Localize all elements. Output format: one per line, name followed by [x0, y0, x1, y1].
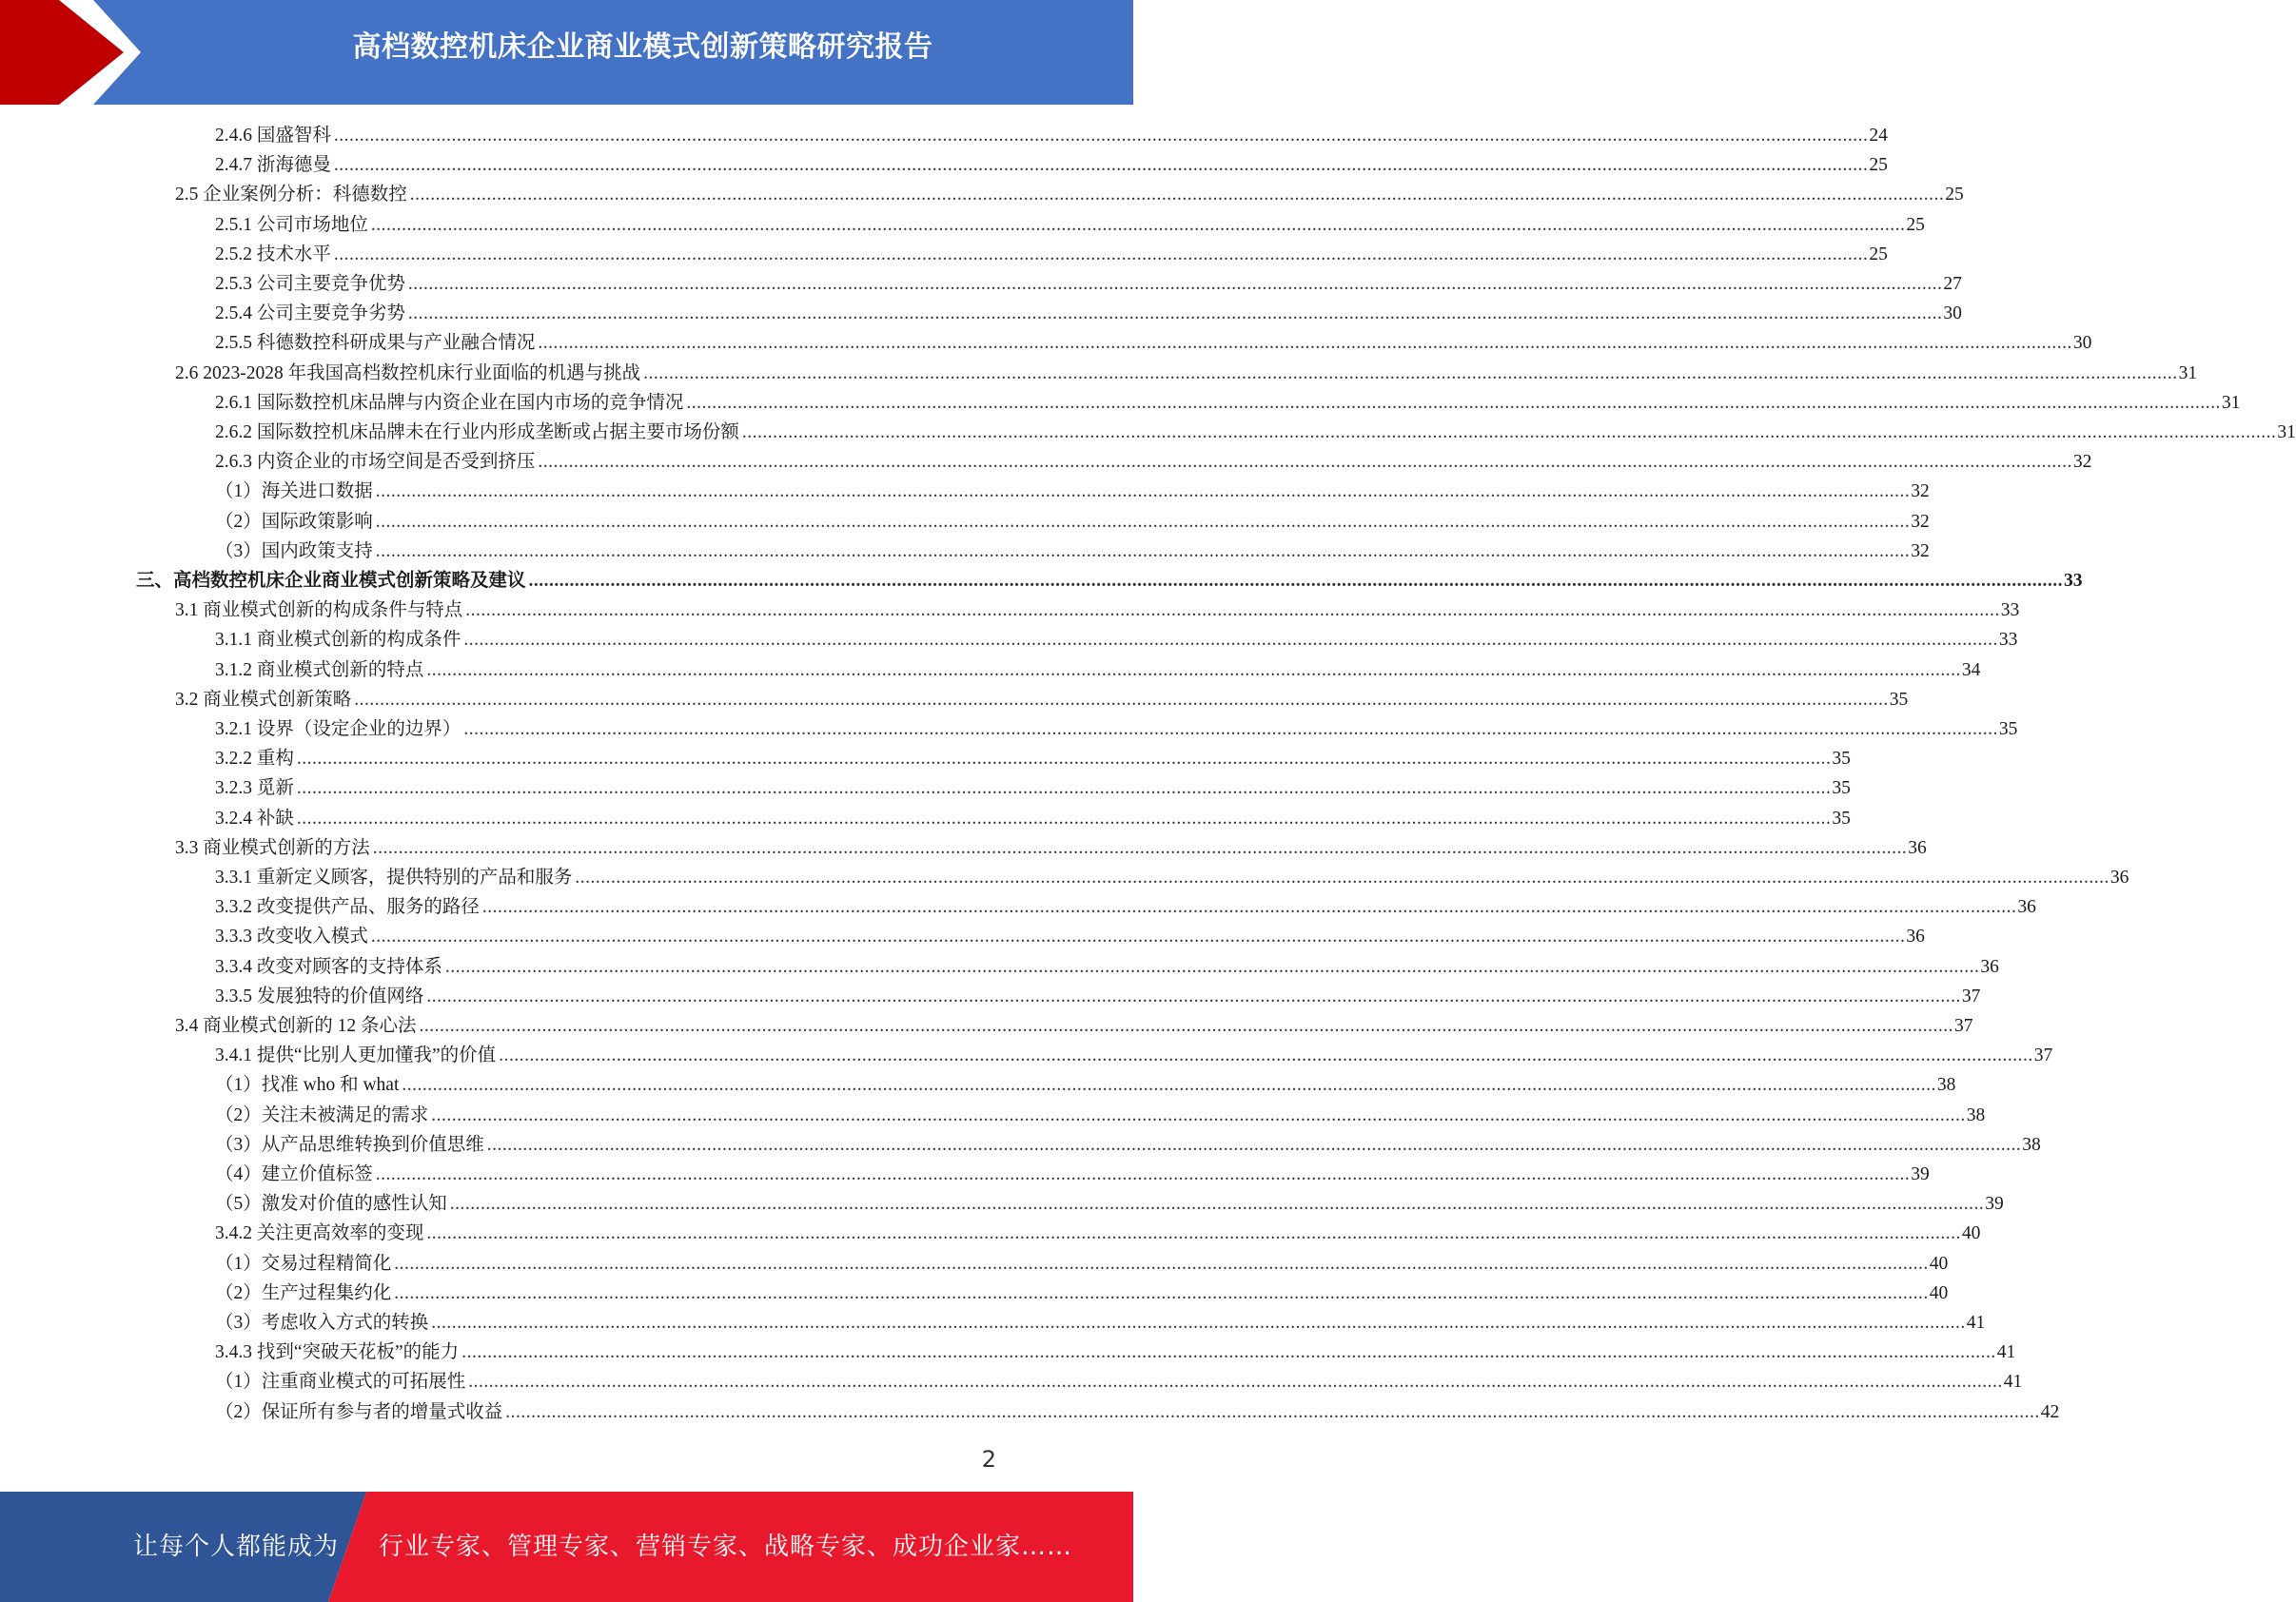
toc-entry-page: 27: [1943, 274, 1962, 294]
page-header: [0, 0, 1133, 105]
toc-entry-page: 40: [1929, 1253, 1949, 1274]
toc-entry[interactable]: [215, 1070, 1956, 1100]
toc-entry-page: 33: [1998, 630, 2018, 651]
toc-entry-label: 3.4.3 找到“突破天花板”的能力: [215, 1342, 460, 1363]
toc-leader-dots: ............................................................................................................................................................................................................................................................................................................: [296, 749, 1832, 770]
toc-entry-page: 34: [1961, 659, 1981, 680]
toc-entry[interactable]: [215, 892, 2036, 922]
toc-leader-dots: ............................................................................................................................................................................................................................................................................................................: [468, 1372, 2003, 1393]
toc-entry[interactable]: [215, 863, 2129, 892]
toc-entry-label: （2）国际政策影响: [215, 511, 373, 532]
toc-entry-page: 30: [2072, 333, 2092, 354]
toc-entry-page: 36: [2110, 868, 2129, 888]
toc-leader-dots: ............................................................................................................................................................................................................................................................................................................: [528, 571, 2064, 591]
toc-entry[interactable]: [215, 507, 1930, 537]
toc-entry[interactable]: [215, 388, 2241, 418]
toc-entry-page: 35: [1832, 808, 1851, 829]
toc-entry[interactable]: [215, 1249, 1949, 1279]
toc-leader-dots: ............................................................................................................................................................................................................................................................................................................: [575, 868, 2110, 888]
toc-entry[interactable]: [215, 299, 1962, 328]
toc-entry[interactable]: [215, 744, 1851, 773]
toc-leader-dots: ............................................................................................................................................................................................................................................................................................................: [407, 274, 1943, 294]
toc-entry-label: 2.4.7 浙海德曼: [215, 155, 331, 176]
toc-entry[interactable]: [215, 269, 1962, 299]
toc-entry-page: 31: [2277, 422, 2296, 442]
toc-entry[interactable]: [215, 537, 1930, 566]
toc-leader-dots: ............................................................................................................................................................................................................................................................................................................: [407, 303, 1943, 324]
toc-entry[interactable]: [215, 773, 1851, 803]
toc-entry-label: 2.5.5 科德数控科研成果与产业融合情况: [215, 333, 536, 354]
toc-entry-page: 25: [1906, 214, 1925, 235]
toc-leader-dots: ............................................................................................................................................................................................................................................................................................................: [538, 452, 2072, 473]
toc-entry-page: 36: [1980, 956, 1999, 977]
toc-leader-dots: ............................................................................................................................................................................................................................................................................................................: [409, 185, 1945, 205]
toc-entry-page: 32: [2072, 452, 2092, 473]
toc-entry-label: 3.4 商业模式创新的 12 条心法: [175, 1016, 417, 1036]
toc-entry-page: 41: [1966, 1313, 1986, 1333]
toc-entry[interactable]: [215, 328, 2092, 358]
toc-leader-dots: ............................................................................................................................................................................................................................................................................................................: [296, 808, 1832, 829]
toc-entry-page: 39: [1911, 1164, 1930, 1184]
toc-leader-dots: ............................................................................................................................................................................................................................................................................................................: [402, 1075, 1936, 1096]
toc-entry[interactable]: [175, 833, 1927, 863]
toc-entry-label: 2.6.2 国际数控机床品牌未在行业内形成垄断或占据主要市场份额: [215, 422, 739, 442]
toc-entry-page: 31: [2178, 362, 2198, 383]
toc-leader-dots: ............................................................................................................................................................................................................................................................................................................: [465, 600, 2000, 621]
toc-chapter-entry[interactable]: [136, 566, 2083, 596]
toc-entry[interactable]: [215, 1279, 1949, 1308]
toc-entry-page: 32: [1911, 481, 1930, 502]
toc-entry-page: 36: [2017, 897, 2036, 918]
toc-leader-dots: ............................................................................................................................................................................................................................................................................................................: [463, 630, 1998, 651]
toc-entry-label: 3.3 商业模式创新的方法: [175, 837, 370, 858]
toc-entry-label: 3.1.1 商业模式创新的构成条件: [215, 630, 461, 651]
toc-entry-label: 2.6.1 国际数控机床品牌与内资企业在国内市场的竞争情况: [215, 392, 684, 413]
toc-leader-dots: ............................................................................................................................................................................................................................................................................................................: [394, 1253, 1929, 1274]
toc-entry[interactable]: [215, 714, 2018, 744]
toc-entry-label: 3.1 商业模式创新的构成条件与特点: [175, 600, 463, 621]
toc-entry-label: （1）注重商业模式的可拓展性: [215, 1372, 466, 1393]
toc-leader-dots: ............................................................................................................................................................................................................................................................................................................: [686, 392, 2221, 413]
toc-entry-label: （1）找准 who 和 what: [215, 1075, 400, 1096]
toc-leader-dots: ............................................................................................................................................................................................................................................................................................................: [486, 1134, 2022, 1155]
toc-entry[interactable]: [215, 982, 1981, 1011]
toc-entry-label: 3.4.1 提供“比别人更加懂我”的价值: [215, 1045, 497, 1066]
toc-entry-label: 3.3.4 改变对顾客的支持体系: [215, 956, 442, 977]
toc-entry-label: 3.3.1 重新定义顾客，提供特别的产品和服务: [215, 868, 573, 888]
toc-leader-dots: ............................................................................................................................................................................................................................................................................................................: [449, 1194, 1985, 1215]
toc-entry-page: 37: [1961, 986, 1981, 1006]
toc-leader-dots: ............................................................................................................................................................................................................................................................................................................: [375, 481, 1911, 502]
toc-leader-dots: ............................................................................................................................................................................................................................................................................................................: [394, 1282, 1929, 1303]
toc-entry-label: 2.5.2 技术水平: [215, 244, 331, 264]
toc-leader-dots: ............................................................................................................................................................................................................................................................................................................: [643, 362, 2178, 383]
report-title: 高档数控机床企业商业模式创新策略研究报告: [352, 30, 933, 64]
toc-entry-page: 24: [1869, 126, 1888, 146]
page-footer: [0, 1492, 1133, 1602]
page-number: 2: [981, 1446, 996, 1473]
toc-entry-page: 37: [2033, 1045, 2053, 1066]
toc-leader-dots: ............................................................................................................................................................................................................................................................................................................: [426, 659, 1961, 680]
toc-entry[interactable]: [215, 922, 1925, 951]
toc-leader-dots: ............................................................................................................................................................................................................................................................................................................: [431, 1313, 1966, 1333]
toc-entry-page: 35: [1832, 778, 1851, 799]
toc-entry-page: 33: [2064, 571, 2083, 591]
toc-entry-label: 2.5 企业案例分析：科德数控: [175, 185, 407, 205]
toc-entry-label: （2）保证所有参与者的增量式收益: [215, 1401, 503, 1422]
toc-entry-page: 30: [1943, 303, 1962, 324]
toc-entry[interactable]: [215, 1160, 1930, 1189]
toc-entry-label: 3.1.2 商业模式创新的特点: [215, 659, 424, 680]
toc-entry-label: （2）生产过程集约化: [215, 1282, 392, 1303]
toc-entry-page: 25: [1869, 155, 1888, 176]
toc-entry[interactable]: [215, 952, 1999, 982]
toc-entry-page: 38: [1966, 1104, 1986, 1125]
toc-entry-label: （1）交易过程精简化: [215, 1253, 392, 1274]
toc-entry-label: 2.4.6 国盛智科: [215, 126, 331, 146]
toc-leader-dots: ............................................................................................................................................................................................................................................................................................................: [463, 719, 1998, 739]
toc-entry-label: （4）建立价值标签: [215, 1164, 373, 1184]
toc-entry[interactable]: [175, 1011, 1973, 1041]
toc-entry-label: 3.3.2 改变提供产品、服务的路径: [215, 897, 480, 918]
toc-entry-page: 31: [2221, 392, 2241, 413]
toc-entry[interactable]: [215, 1367, 2023, 1397]
toc-entry[interactable]: [215, 150, 1888, 180]
toc-leader-dots: ............................................................................................................................................................................................................................................................................................................: [375, 511, 1911, 532]
toc-entry-label: 3.2.3 觅新: [215, 778, 294, 799]
toc-entry-label: 3.3.5 发展独特的价值网络: [215, 986, 424, 1006]
toc-entry[interactable]: [215, 1130, 2041, 1160]
toc-entry-page: 42: [2040, 1401, 2060, 1422]
toc-entry-page: 38: [1936, 1075, 1956, 1096]
toc-entry-label: 3.2 商业模式创新策略: [175, 689, 352, 710]
toc-entry-label: 3.2.1 设界（设定企业的边界）: [215, 719, 461, 739]
toc-leader-dots: ............................................................................................................................................................................................................................................................................................................: [370, 214, 1906, 235]
toc-entry-label: 2.5.1 公司市场地位: [215, 214, 368, 235]
toc-entry-label: （1）海关进口数据: [215, 481, 373, 502]
toc-leader-dots: ............................................................................................................................................................................................................................................................................................................: [538, 333, 2072, 354]
toc-entry-page: 35: [1998, 719, 2018, 739]
toc-entry[interactable]: [215, 121, 1888, 150]
toc-entry-label: （3）国内政策支持: [215, 540, 373, 561]
toc-leader-dots: ............................................................................................................................................................................................................................................................................................................: [741, 422, 2277, 442]
toc-entry-page: 33: [2000, 600, 2020, 621]
toc-leader-dots: ............................................................................................................................................................................................................................................................................................................: [481, 897, 2017, 918]
toc-leader-dots: ............................................................................................................................................................................................................................................................................................................: [426, 986, 1961, 1006]
toc-entry[interactable]: [215, 625, 2018, 654]
toc-entry-page: 41: [2003, 1372, 2023, 1393]
toc-entry-label: （3）从产品思维转换到价值思维: [215, 1134, 484, 1155]
toc-entry-page: 32: [1911, 540, 1930, 561]
footer-slogan-right: 行业专家、管理专家、营销专家、战略专家、成功企业家……: [379, 1533, 1073, 1561]
toc-leader-dots: ............................................................................................................................................................................................................................................................................................................: [461, 1342, 1996, 1363]
toc-entry-page: 40: [1929, 1282, 1949, 1303]
toc-entry-page: 37: [1954, 1016, 1973, 1036]
toc-entry-label: 3.4.2 关注更高效率的变现: [215, 1223, 424, 1244]
toc-entry-label: 3.3.3 改变收入模式: [215, 927, 368, 948]
toc-leader-dots: ............................................................................................................................................................................................................................................................................................................: [333, 244, 1869, 264]
toc-entry[interactable]: [215, 1041, 2053, 1070]
toc-entry[interactable]: [215, 804, 1851, 833]
toc-entry-label: 2.5.3 公司主要竞争优势: [215, 274, 405, 294]
toc-entry[interactable]: [215, 1219, 1981, 1248]
toc-entry-label: 3.2.2 重构: [215, 749, 294, 770]
toc-entry[interactable]: [175, 596, 2020, 625]
toc-leader-dots: ............................................................................................................................................................................................................................................................................................................: [375, 1164, 1911, 1184]
toc-leader-dots: ............................................................................................................................................................................................................................................................................................................: [333, 126, 1869, 146]
toc-entry-page: 38: [2022, 1134, 2041, 1155]
toc-leader-dots: ............................................................................................................................................................................................................................................................................................................: [444, 956, 1980, 977]
toc-entry-page: 25: [1945, 185, 1964, 205]
toc-entry-label: 2.5.4 公司主要竞争劣势: [215, 303, 405, 324]
toc-leader-dots: ............................................................................................................................................................................................................................................................................................................: [370, 927, 1906, 948]
toc-leader-dots: ............................................................................................................................................................................................................................................................................................................: [419, 1016, 1954, 1036]
toc-entry-label: （2）关注未被满足的需求: [215, 1104, 429, 1125]
toc-entry-page: 41: [1996, 1342, 2016, 1363]
toc-entry[interactable]: [215, 1189, 2004, 1219]
toc-leader-dots: ............................................................................................................................................................................................................................................................................................................: [333, 155, 1869, 176]
toc-entry-page: 40: [1961, 1223, 1981, 1244]
toc-entry-page: 25: [1869, 244, 1888, 264]
toc-entry[interactable]: [215, 240, 1888, 269]
toc-entry-page: 36: [1906, 927, 1925, 948]
toc-entry-page: 32: [1911, 511, 1930, 532]
toc-entry[interactable]: [215, 1101, 1986, 1130]
toc-entry[interactable]: [175, 180, 1964, 209]
toc-entry-page: 36: [1908, 837, 1927, 858]
toc-leader-dots: ............................................................................................................................................................................................................................................................................................................: [375, 540, 1911, 561]
toc-entry[interactable]: [215, 1338, 2016, 1367]
toc-entry-label: 三、高档数控机床企业商业模式创新策略及建议: [136, 571, 526, 591]
toc-entry[interactable]: [215, 477, 1930, 506]
toc-leader-dots: ............................................................................................................................................................................................................................................................................................................: [499, 1045, 2033, 1066]
footer-slogan-left: 让每个人都能成为: [133, 1533, 340, 1561]
toc-leader-dots: ............................................................................................................................................................................................................................................................................................................: [372, 837, 1908, 858]
toc-entry[interactable]: [215, 1397, 2060, 1427]
toc-entry-page: 39: [1985, 1194, 2004, 1215]
toc-entry-label: （3）考虑收入方式的转换: [215, 1313, 429, 1333]
toc-leader-dots: ............................................................................................................................................................................................................................................................................................................: [296, 778, 1832, 799]
toc-entry[interactable]: [175, 359, 2198, 388]
toc-entry[interactable]: [215, 418, 2296, 447]
toc-leader-dots: ............................................................................................................................................................................................................................................................................................................: [354, 689, 1889, 710]
toc-entry-page: 35: [1832, 749, 1851, 770]
toc-entry[interactable]: [215, 210, 1925, 240]
toc-entry-label: 2.6 2023-2028 年我国高档数控机床行业面临的机遇与挑战: [175, 362, 641, 383]
toc-leader-dots: ............................................................................................................................................................................................................................................................................................................: [431, 1104, 1966, 1125]
toc-entry[interactable]: [215, 1308, 1986, 1338]
toc-entry[interactable]: [215, 655, 1981, 685]
toc-leader-dots: ............................................................................................................................................................................................................................................................................................................: [426, 1223, 1961, 1244]
toc-leader-dots: ............................................................................................................................................................................................................................................................................................................: [505, 1401, 2040, 1422]
toc-entry-label: （5）激发对价值的感性认知: [215, 1194, 447, 1215]
toc-entry-page: 35: [1889, 689, 1909, 710]
toc-entry[interactable]: [175, 685, 1909, 714]
toc-entry-label: 3.2.4 补缺: [215, 808, 294, 829]
toc-entry-label: 2.6.3 内资企业的市场空间是否受到挤压: [215, 452, 536, 473]
toc-entry[interactable]: [215, 447, 2092, 477]
